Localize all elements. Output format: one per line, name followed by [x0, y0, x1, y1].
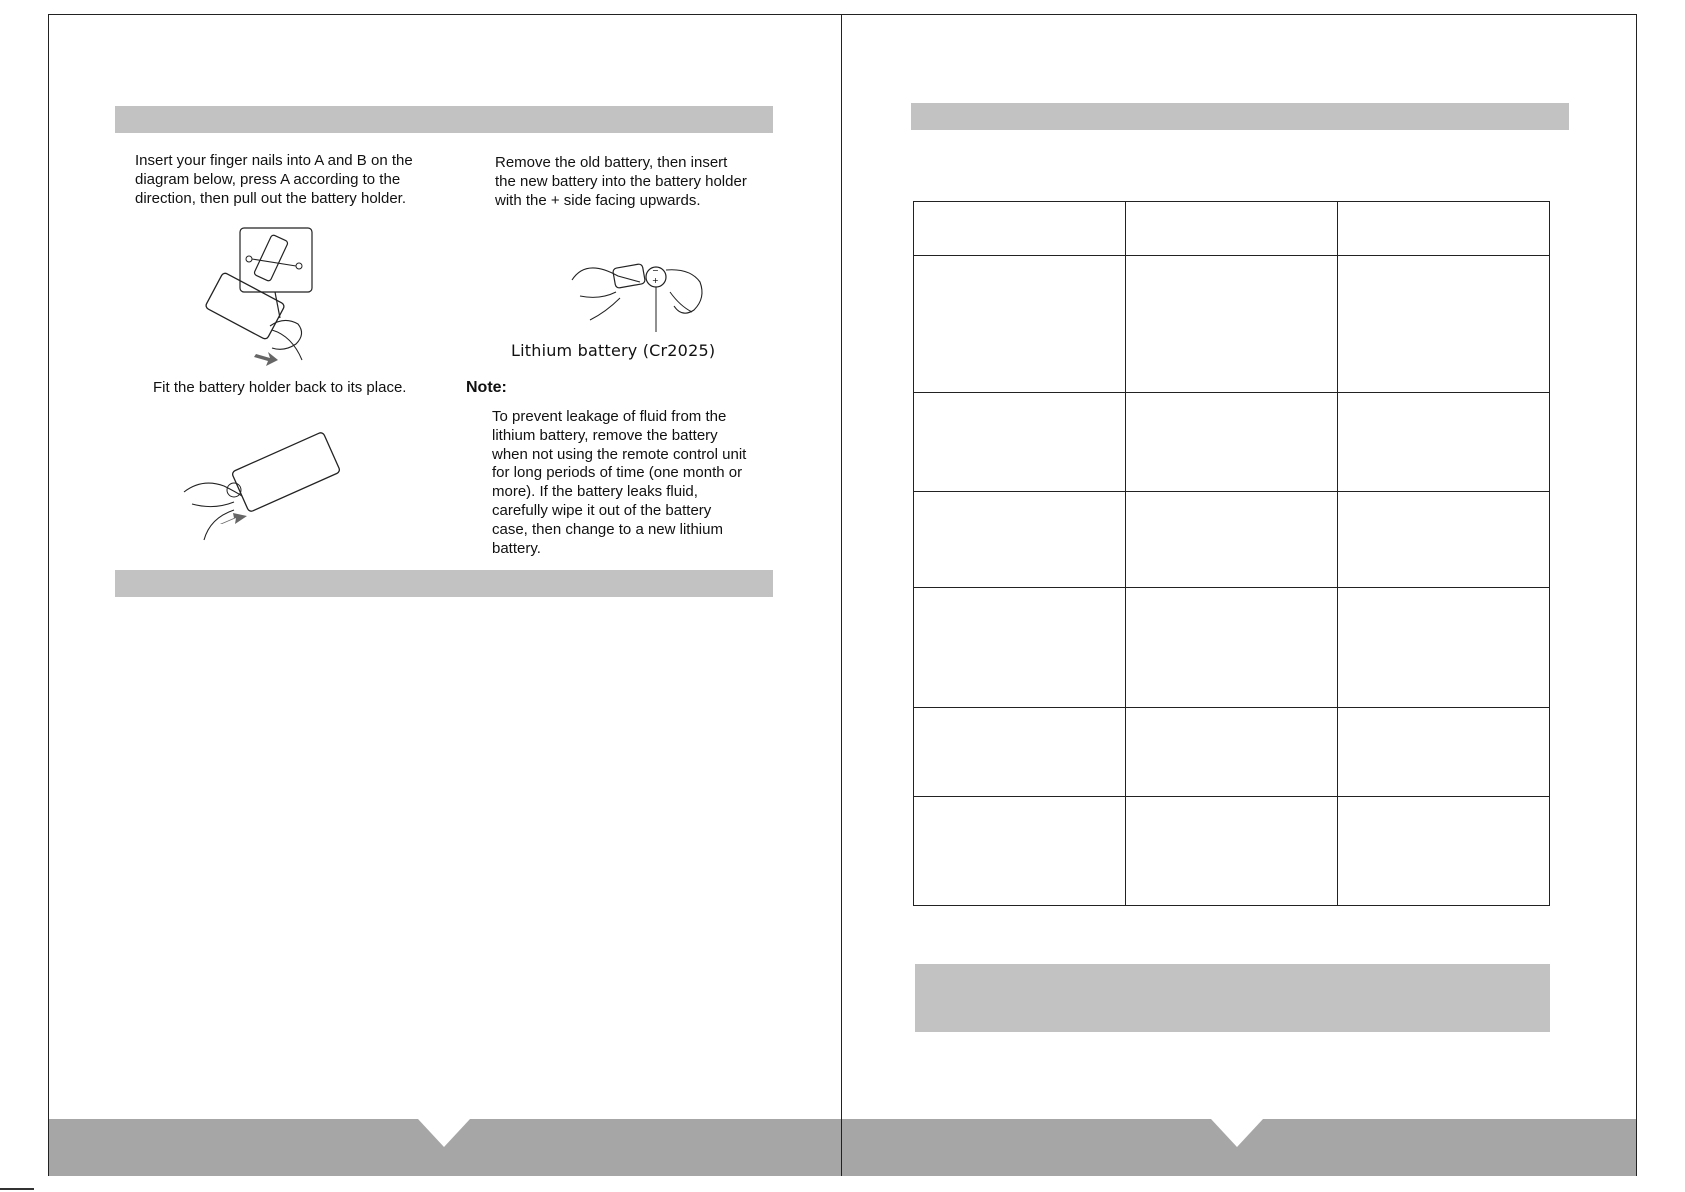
- svg-text:+: +: [652, 276, 659, 285]
- step2-instruction: Fit the battery holder back to its place.: [153, 379, 407, 396]
- right-section-header-bar: [911, 103, 1569, 130]
- table-row-divider: [914, 255, 1549, 256]
- battery-type-label: Lithium battery (Cr2025): [511, 341, 716, 360]
- table-row-divider: [914, 392, 1549, 393]
- svg-text:−: −: [652, 266, 659, 275]
- battery-holder-illustration: [570, 256, 710, 336]
- table-row-divider: [914, 587, 1549, 588]
- step3-instruction: Remove the old battery, then insert the new battery into the battery holder with the + side facing upwards.: [495, 154, 747, 209]
- right-notice-box: [915, 964, 1550, 1032]
- spread-center-divider: [841, 14, 842, 1176]
- note-text: To prevent leakage of fluid from the lithium battery, remove the battery when not using the remote control unit for long periods of time (one month or more). If the battery leaks fluid, carefully wipe it out of the battery case, then change to a new lithium battery.: [492, 408, 747, 557]
- left-section-header-bar-2: [115, 570, 773, 597]
- troubleshooting-table: [913, 201, 1550, 906]
- right-footer-notch: [1211, 1119, 1263, 1147]
- table-row-divider: [914, 707, 1549, 708]
- note-title: Note:: [466, 379, 507, 396]
- left-section-header-bar: [115, 106, 773, 133]
- table-row-divider: [914, 491, 1549, 492]
- table-column-divider: [1337, 202, 1338, 905]
- table-row-divider: [914, 796, 1549, 797]
- left-footer-notch: [418, 1119, 470, 1147]
- remote-open-illustration: [200, 226, 320, 371]
- step1-instruction: Insert your finger nails into A and B on the diagram below, press A according to the direction, then pull out the battery holder.: [135, 152, 413, 207]
- bottom-left-edge-mark: [0, 1188, 34, 1190]
- table-column-divider: [1125, 202, 1126, 905]
- remote-insert-illustration: [178, 432, 348, 542]
